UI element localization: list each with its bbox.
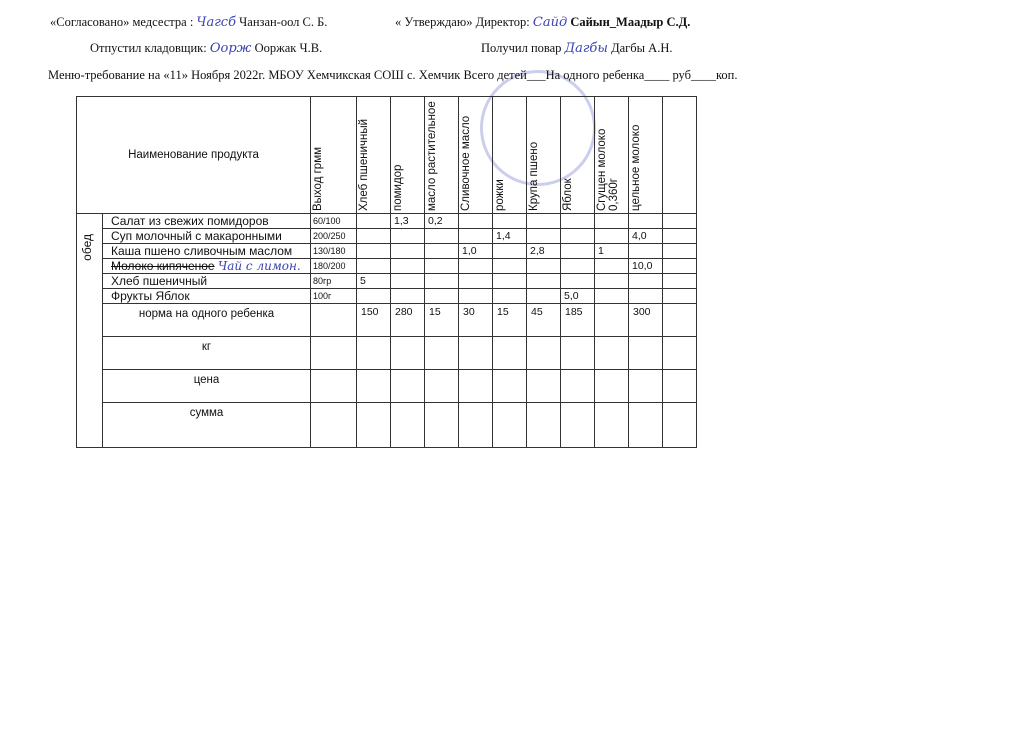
col-header-pasta: рожки bbox=[494, 179, 506, 211]
dish-name-cell bbox=[103, 259, 311, 274]
norm-value: 15 bbox=[493, 304, 527, 337]
cell: 5,0 bbox=[561, 289, 595, 304]
received-label: Получил повар bbox=[481, 41, 562, 55]
cell bbox=[493, 403, 527, 448]
table-row bbox=[77, 244, 697, 259]
dish-yield: 180/200 bbox=[311, 259, 357, 274]
cell bbox=[561, 403, 595, 448]
cell bbox=[629, 274, 663, 289]
cell bbox=[493, 274, 527, 289]
cell bbox=[561, 337, 595, 370]
cell: 1 bbox=[595, 244, 629, 259]
dish-name: Салат из свежих помидоров bbox=[103, 214, 311, 229]
cell bbox=[311, 403, 357, 448]
cell bbox=[595, 229, 629, 244]
cell bbox=[425, 370, 459, 403]
norm-value: 300 bbox=[629, 304, 663, 337]
norm-value bbox=[595, 304, 629, 337]
cell bbox=[425, 244, 459, 259]
sum-label: сумма bbox=[103, 403, 311, 448]
cell bbox=[357, 244, 391, 259]
dish-name: Хлеб пшеничный bbox=[103, 274, 311, 289]
cell bbox=[527, 337, 561, 370]
cell bbox=[629, 289, 663, 304]
issued-signature: Оорж bbox=[209, 41, 252, 56]
cell bbox=[663, 244, 697, 259]
norm-row bbox=[77, 304, 697, 337]
approved-label: « Утверждаю» Директор: bbox=[395, 15, 530, 29]
table-header-row bbox=[77, 97, 697, 214]
cell bbox=[493, 337, 527, 370]
col-header-millet: Крупа пшено bbox=[528, 141, 540, 211]
cell bbox=[391, 274, 425, 289]
cell bbox=[629, 370, 663, 403]
cell bbox=[459, 403, 493, 448]
cell bbox=[391, 370, 425, 403]
issued-name: Ооржак Ч.В. bbox=[254, 41, 323, 55]
norm-value: 45 bbox=[527, 304, 561, 337]
col-header-bread: Хлеб пшеничный bbox=[358, 118, 370, 211]
cell bbox=[391, 229, 425, 244]
issued-line bbox=[90, 41, 322, 56]
dish-name: Молоко кипяченое bbox=[111, 258, 215, 273]
norm-value: 280 bbox=[391, 304, 425, 337]
norm-value bbox=[663, 304, 697, 337]
cell: 1,4 bbox=[493, 229, 527, 244]
cell bbox=[595, 214, 629, 229]
cell bbox=[357, 403, 391, 448]
table-row bbox=[77, 274, 697, 289]
cell bbox=[595, 289, 629, 304]
cell bbox=[425, 274, 459, 289]
cell bbox=[493, 370, 527, 403]
cell bbox=[663, 370, 697, 403]
cell bbox=[663, 403, 697, 448]
menu-table bbox=[76, 96, 697, 448]
cell bbox=[493, 214, 527, 229]
cell bbox=[425, 229, 459, 244]
cell: 10,0 bbox=[629, 259, 663, 274]
cell bbox=[425, 259, 459, 274]
cell bbox=[459, 229, 493, 244]
cell bbox=[561, 244, 595, 259]
cell bbox=[459, 289, 493, 304]
col-header-condensed-milk: Сгущен молоко 0,360г bbox=[596, 128, 620, 211]
price-row bbox=[77, 370, 697, 403]
norm-value: 150 bbox=[357, 304, 391, 337]
col-header-whole-milk: цельное молоко bbox=[630, 124, 642, 211]
dish-yield: 80гр bbox=[311, 274, 357, 289]
cell bbox=[459, 370, 493, 403]
cell bbox=[311, 337, 357, 370]
cell bbox=[425, 289, 459, 304]
cell bbox=[527, 214, 561, 229]
cell bbox=[357, 229, 391, 244]
cell bbox=[527, 403, 561, 448]
dish-yield: 130/180 bbox=[311, 244, 357, 259]
cell bbox=[663, 289, 697, 304]
table-row bbox=[77, 214, 697, 229]
norm-label: норма на одного ребенка bbox=[103, 304, 311, 337]
cell bbox=[527, 274, 561, 289]
cell bbox=[595, 337, 629, 370]
dish-name: Каша пшено сливочным маслом bbox=[103, 244, 311, 259]
received-line bbox=[481, 41, 672, 56]
price-label: цена bbox=[103, 370, 311, 403]
cell bbox=[493, 289, 527, 304]
cell: 5 bbox=[357, 274, 391, 289]
cell bbox=[663, 259, 697, 274]
cell bbox=[629, 244, 663, 259]
received-signature: Дагбы bbox=[564, 41, 608, 56]
cell bbox=[459, 274, 493, 289]
cell bbox=[663, 274, 697, 289]
cell bbox=[357, 289, 391, 304]
menu-line: Меню-требование на «11» Ноября 2022г. МБОУ Хемчикская СОШ с. Хемчик Всего детей___На одного ребенка____ руб____коп. bbox=[48, 68, 738, 82]
cell bbox=[629, 403, 663, 448]
kg-row bbox=[77, 337, 697, 370]
cell bbox=[357, 337, 391, 370]
cell bbox=[561, 259, 595, 274]
issued-label: Отпустил кладовщик: bbox=[90, 41, 207, 55]
norm-value: 15 bbox=[425, 304, 459, 337]
cell bbox=[459, 337, 493, 370]
cell bbox=[561, 229, 595, 244]
agreed-signature: Чагсб bbox=[196, 15, 237, 30]
approved-line bbox=[395, 15, 690, 30]
cell bbox=[663, 229, 697, 244]
approved-signature: Сайд bbox=[532, 15, 568, 30]
sum-row bbox=[77, 403, 697, 448]
cell bbox=[425, 337, 459, 370]
col-header-yield: Выход грмм bbox=[312, 146, 324, 211]
cell bbox=[357, 259, 391, 274]
cell bbox=[391, 259, 425, 274]
cell bbox=[561, 370, 595, 403]
cell bbox=[527, 370, 561, 403]
cell: 1,3 bbox=[391, 214, 425, 229]
approved-name: Сайын_Маадыр С.Д. bbox=[570, 15, 691, 29]
cell bbox=[357, 214, 391, 229]
cell bbox=[561, 214, 595, 229]
cell bbox=[493, 244, 527, 259]
cell bbox=[595, 259, 629, 274]
product-header: Наименование продукта bbox=[77, 97, 311, 214]
agreed-line bbox=[50, 15, 327, 30]
received-name: Дагбы А.Н. bbox=[611, 41, 673, 55]
cell bbox=[311, 304, 357, 337]
cell bbox=[527, 289, 561, 304]
cell bbox=[459, 214, 493, 229]
cell: 2,8 bbox=[527, 244, 561, 259]
agreed-label: «Согласовано» медсестра : bbox=[50, 15, 194, 29]
cell bbox=[561, 274, 595, 289]
norm-value: 30 bbox=[459, 304, 493, 337]
norm-value: 185 bbox=[561, 304, 595, 337]
meal-side-label: обед bbox=[80, 234, 94, 261]
cell bbox=[357, 370, 391, 403]
agreed-name: Чанзан-оол С. Б. bbox=[239, 15, 328, 29]
dish-yield: 100г bbox=[311, 289, 357, 304]
meal-side-cell bbox=[77, 214, 103, 448]
cell bbox=[391, 337, 425, 370]
col-header-butter: Сливочное масло bbox=[460, 115, 472, 211]
col-header-vegetable-oil: масло растительное bbox=[426, 101, 438, 211]
cell bbox=[391, 403, 425, 448]
cell bbox=[459, 259, 493, 274]
cell bbox=[527, 229, 561, 244]
handwritten-dish-name: Чай с лимон. bbox=[217, 258, 301, 273]
kg-label: кг bbox=[103, 337, 311, 370]
cell bbox=[629, 214, 663, 229]
cell: 4,0 bbox=[629, 229, 663, 244]
cell bbox=[629, 337, 663, 370]
dish-name: Суп молочный с макаронными bbox=[103, 229, 311, 244]
col-header-empty bbox=[663, 97, 697, 214]
cell bbox=[663, 337, 697, 370]
dish-yield: 60/100 bbox=[311, 214, 357, 229]
cell bbox=[311, 370, 357, 403]
table-row bbox=[77, 259, 697, 274]
table-row bbox=[77, 289, 697, 304]
cell bbox=[595, 403, 629, 448]
cell: 1,0 bbox=[459, 244, 493, 259]
col-header-tomato: помидор bbox=[392, 164, 404, 211]
cell bbox=[595, 370, 629, 403]
cell bbox=[527, 259, 561, 274]
cell: 0,2 bbox=[425, 214, 459, 229]
table-row bbox=[77, 229, 697, 244]
cell bbox=[391, 244, 425, 259]
cell bbox=[425, 403, 459, 448]
dish-name: Фрукты Яблок bbox=[103, 289, 311, 304]
cell bbox=[663, 214, 697, 229]
cell bbox=[493, 259, 527, 274]
col-header-apple: Яблок bbox=[562, 178, 574, 211]
dish-yield: 200/250 bbox=[311, 229, 357, 244]
cell bbox=[595, 274, 629, 289]
cell bbox=[391, 289, 425, 304]
